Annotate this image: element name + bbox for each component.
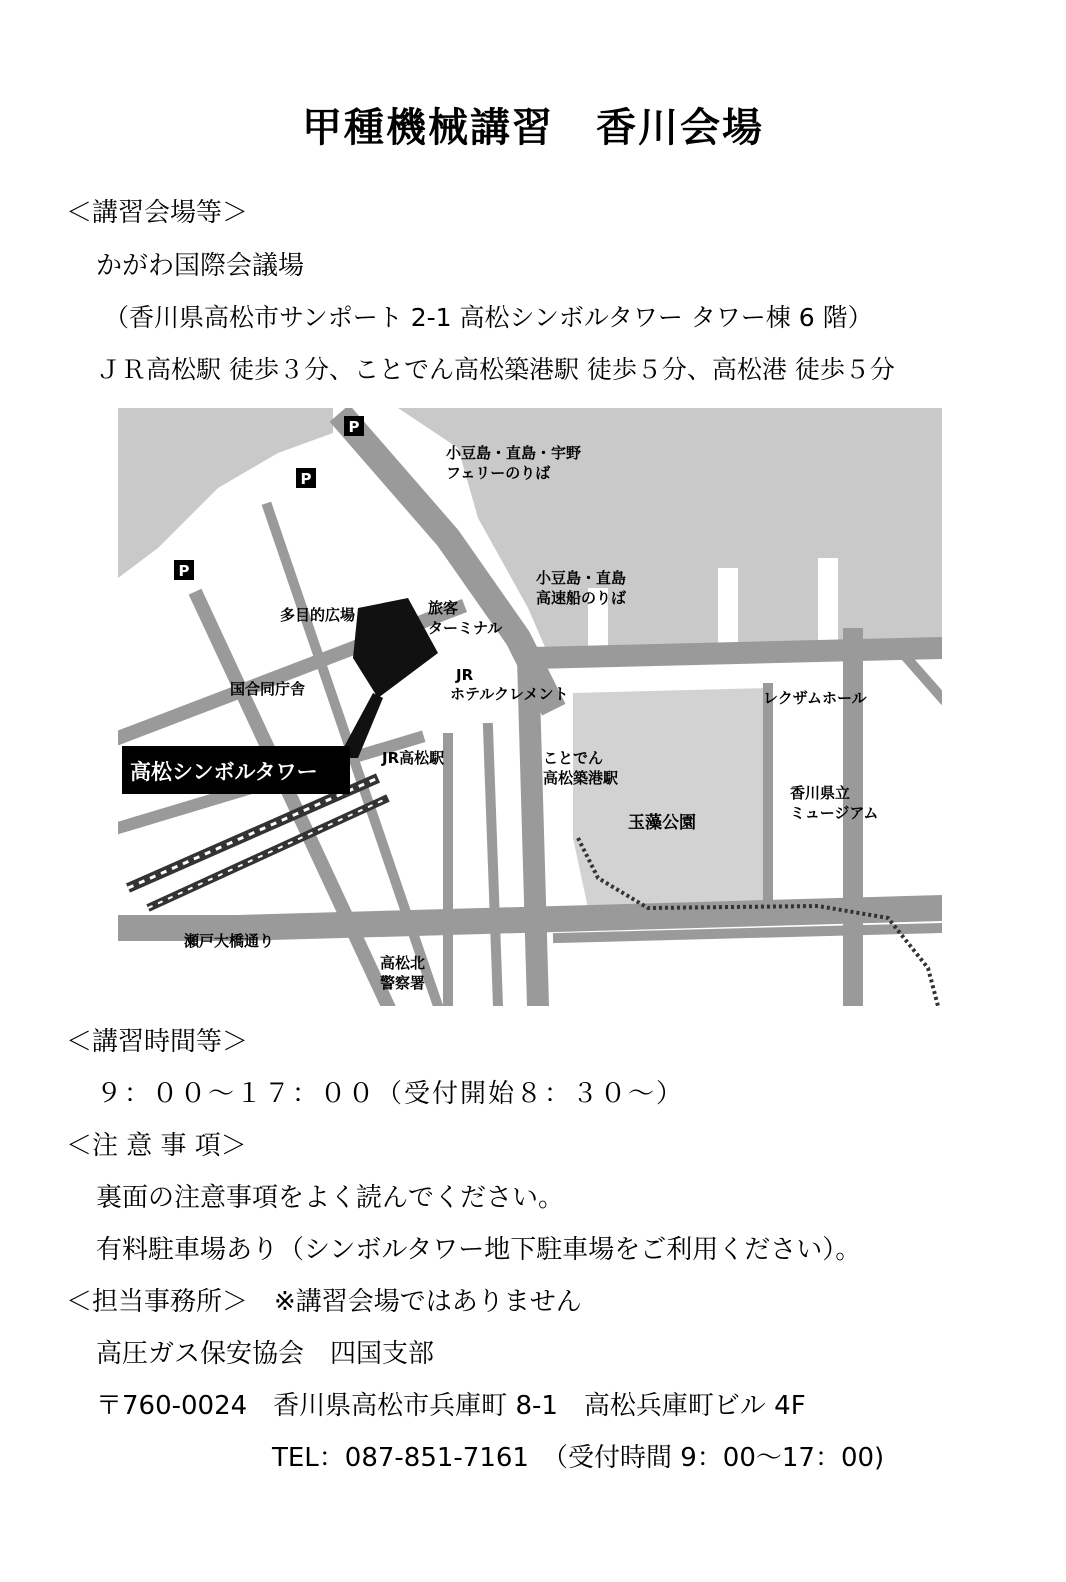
map-park-area [573,688,768,908]
map-label-kotoden: 高松築港駅 [543,769,619,787]
map-label-jr: JR [456,666,474,684]
map-label-ferry: 小豆島・直島・宇野 [446,444,582,462]
map-label-police: 高松北 [380,954,426,972]
map-label-plaza: 多目的広場 [280,606,356,624]
office-heading: ＜担当事務所＞ ※講習会場ではありません [66,1287,582,1317]
svg-text:高松シンボルタワー: 高松シンボルタワー [130,760,318,784]
venue-map [118,408,942,1006]
map-label-government: 国合同庁舎 [230,680,306,698]
map-label-ferry: フェリーのりば [446,464,551,482]
venue-address: （香川県高松市サンポート 2-1 高松シンボルタワー タワー棟 6 階） [104,303,873,332]
map-label-rexxam: レクザムホール [763,689,867,707]
map-label-highspeed: 小豆島・直島 [536,569,627,587]
time-hours: ９：００～１７：００（受付開始８：３０～） [96,1079,685,1109]
page-title: 甲種機械講習 香川会場 [302,105,764,151]
svg-text:P: P [300,470,312,488]
svg-text:P: P [348,418,360,436]
time-heading: ＜講習時間等＞ [66,1027,249,1057]
map-label-park: 玉藻公園 [628,813,696,833]
svg-text:P: P [178,562,190,580]
map-label-museum: 香川県立 [790,784,851,802]
map-pier [718,568,738,648]
map-pier [818,558,838,648]
office-address: 〒760-0024 香川県高松市兵庫町 8-1 高松兵庫町ビル 4F [96,1391,806,1421]
parking-marker [296,468,316,488]
map-label-kotoden: ことでん [543,749,604,767]
notes-heading: ＜注 意 事 項＞ [66,1131,247,1161]
parking-marker [174,560,194,580]
venue-heading: ＜講習会場等＞ [66,198,249,228]
map-label-police: 警察署 [380,974,426,992]
map-label-highspeed: 高速船のりば [536,589,627,607]
notes-line-2: 有料駐車場あり（シンボルタワー地下駐車場をご利用ください）。 [96,1235,862,1265]
office-tel: TEL：087-851-7161 （受付時間 9：00～17：00) [272,1443,885,1473]
venue-access: ＪＲ高松駅 徒歩３分、ことでん高松築港駅 徒歩５分、高松港 徒歩５分 [96,355,895,384]
map-label-terminal: 旅客 [428,599,459,617]
parking-marker [344,416,364,436]
notes-line-1: 裏面の注意事項をよく読んでください。 [96,1183,565,1213]
map-label-museum: ミュージアム [790,804,879,822]
office-name: 高圧ガス保安協会 四国支部 [96,1339,435,1369]
map-label-jr-station: JR高松駅 [382,749,445,767]
map-label-hotel: ホテルクレメント [450,685,569,703]
venue-name: かがわ国際会議場 [96,251,305,281]
map-label-road: 瀬戸大橋通り [184,932,275,950]
map-label-terminal: ターミナル [428,619,503,637]
map-tower-label [122,746,350,794]
